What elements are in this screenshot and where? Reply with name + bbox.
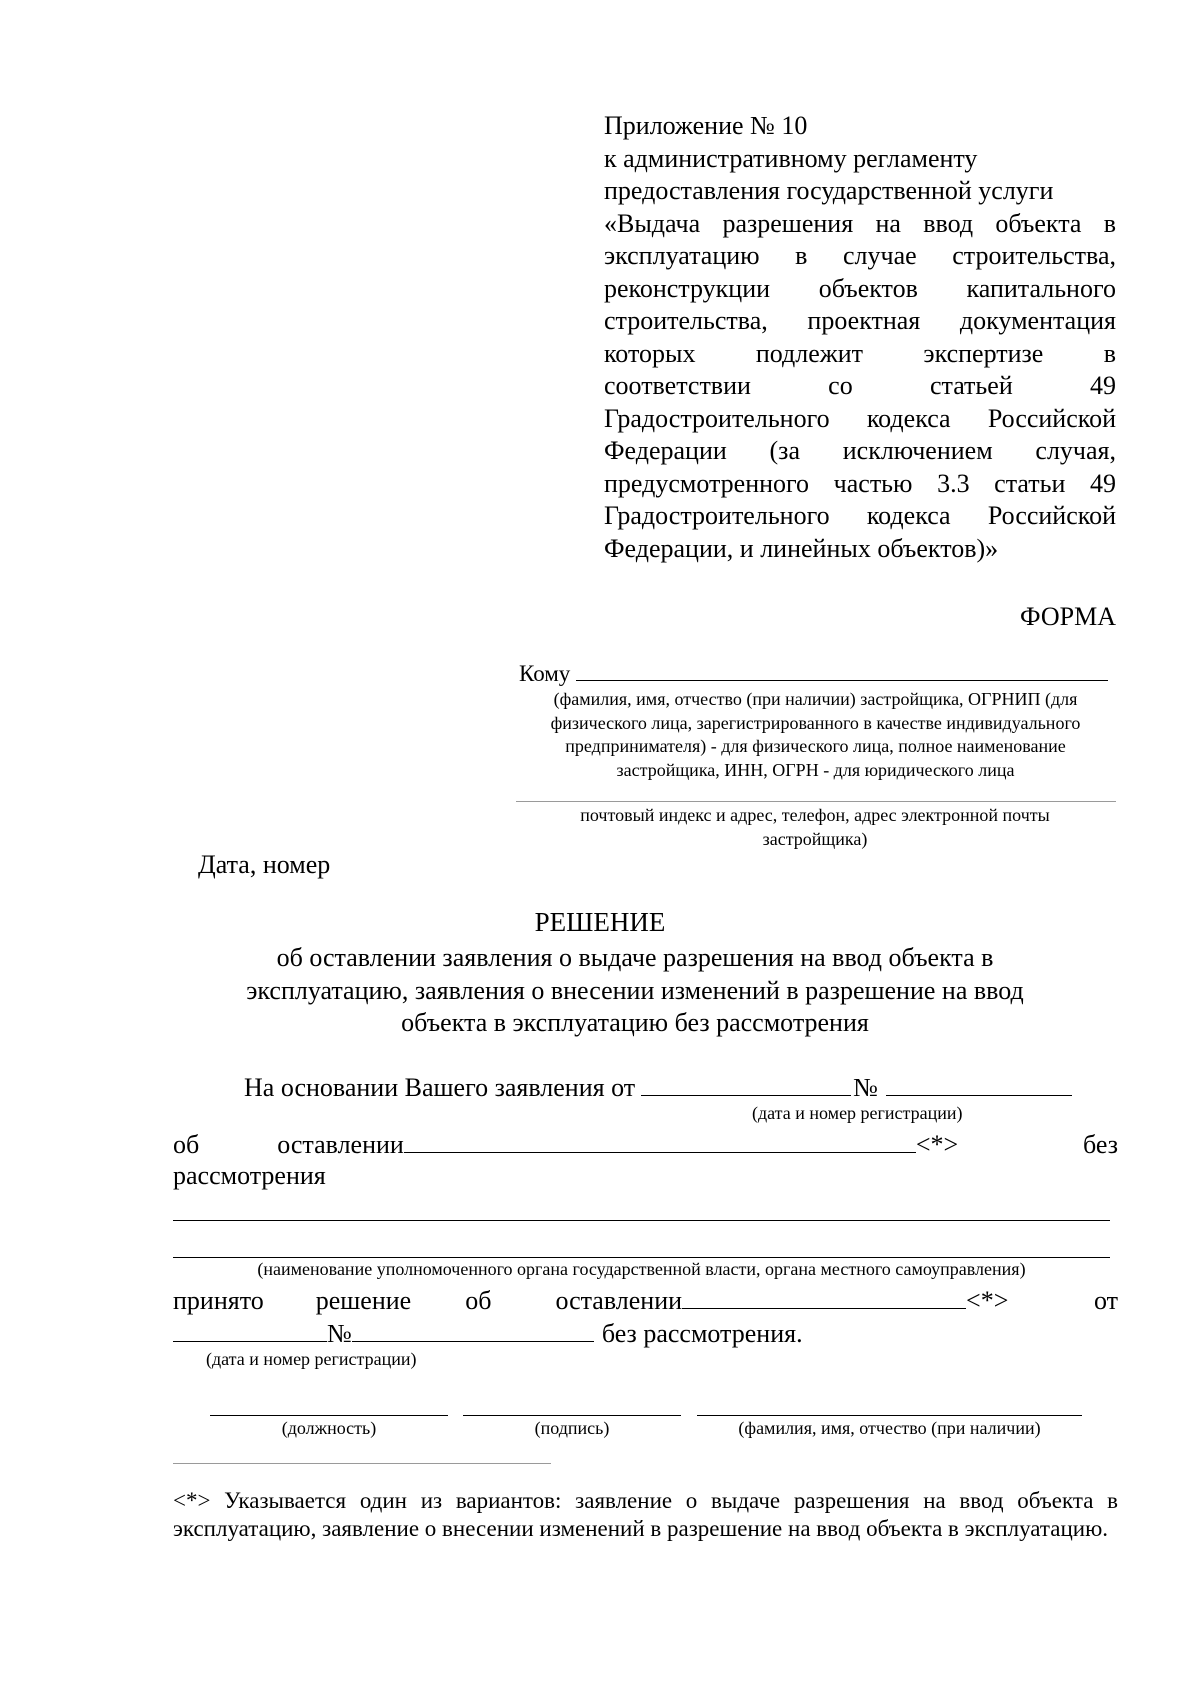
word-leaving: оставлении <box>277 1130 404 1159</box>
appendix-line: Приложение № 10 <box>604 111 808 140</box>
appendix-line: Градостроительного кодекса Российской <box>604 501 1116 530</box>
signature-caption: (подпись) <box>534 1418 610 1438</box>
accepted-line <box>173 1284 1118 1317</box>
word-consideration: рассмотрения <box>173 1161 326 1190</box>
to-label: Кому <box>519 661 571 686</box>
appendix-line: «Выдача разрешения на ввод объекта в <box>604 208 1116 238</box>
authority-field-line[interactable] <box>173 1220 1110 1221</box>
address-caption: почтовый индекс и адрес, телефон, адрес электронной почты застройщика) <box>580 805 1050 849</box>
authority-field-line[interactable] <box>173 1257 1110 1258</box>
appendix-line: соответствии со статьей 49 <box>604 371 1116 400</box>
footnote-separator <box>173 1463 551 1464</box>
appendix-line: Градостроительного кодекса Российской <box>604 403 1116 433</box>
addressee-caption: (фамилия, имя, отчество (при наличии) застройщика, ОГРНИП (для физического лица, зарегистрированного в качестве индивидуального предпринимателя) - для физического лица, полное наименование застройщика, ИНН, ОГРН - для юридического лица <box>550 689 1081 780</box>
document-title: РЕШЕНИЕ <box>534 907 666 937</box>
appendix-line: Федерации, и линейных объектов)» <box>604 533 999 563</box>
appendix-line: эксплуатацию в случае строительства, <box>604 241 1116 270</box>
word-ob: об <box>465 1286 492 1315</box>
asterisk-mark: <*> <box>966 1286 1009 1315</box>
decision-date-caption: (дата и номер регистрации) <box>206 1349 417 1369</box>
application-date-field[interactable] <box>641 1071 851 1096</box>
name-caption: (фамилия, имя, отчество (при наличии) <box>738 1418 1041 1438</box>
decision-number-line <box>173 1317 803 1350</box>
word-accepted: принято <box>173 1286 264 1315</box>
position-field-line[interactable] <box>210 1415 448 1416</box>
word-ob: об <box>173 1130 200 1159</box>
application-number-field[interactable] <box>886 1071 1072 1096</box>
appendix-line: предоставления государственной услуги <box>604 176 1054 205</box>
appendix-line: которых подлежит экспертизе в <box>604 338 1116 368</box>
without-consideration-text: без рассмотрения. <box>601 1319 803 1348</box>
appendix-header <box>604 110 1116 565</box>
number-sign: № <box>327 1319 352 1348</box>
position-caption: (должность) <box>281 1418 377 1438</box>
signature-field-line[interactable] <box>463 1415 681 1416</box>
leave-line <box>173 1128 1118 1161</box>
word-without: без <box>1082 1130 1118 1159</box>
decision-date-field[interactable] <box>173 1317 327 1342</box>
name-field-line[interactable] <box>697 1415 1082 1416</box>
addressee-line <box>519 660 1108 688</box>
asterisk-mark: <*> <box>915 1130 959 1159</box>
word-from: от <box>1093 1286 1118 1315</box>
appendix-line: Федерации (за исключением случая, <box>604 436 1116 465</box>
form-label: ФОРМА <box>1020 602 1116 631</box>
authority-caption: (наименование уполномоченного органа государственной власти, органа местного самоуправления) <box>257 1259 1026 1279</box>
basis-text: На основании Вашего заявления от <box>244 1073 636 1102</box>
address-field-line[interactable] <box>516 801 1116 802</box>
basis-line <box>244 1071 1072 1104</box>
decision-number-field[interactable] <box>352 1317 594 1342</box>
application-date-caption: (дата и номер регистрации) <box>752 1103 963 1123</box>
appendix-line: строительства, проектная документация <box>604 306 1116 335</box>
appendix-line: предусмотренного частью 3.3 статьи 49 <box>604 468 1116 498</box>
decision-type-field[interactable] <box>682 1284 966 1309</box>
addressee-field[interactable] <box>576 660 1108 681</box>
appendix-line: реконструкции объектов капитального <box>604 273 1116 303</box>
document-subtitle: об оставлении заявления о выдаче разрешения на ввод объекта в эксплуатацию, заявления о внесении изменений в разрешение на ввод объекта в эксплуатацию без рассмотрения <box>246 943 1024 1037</box>
application-type-field[interactable] <box>404 1128 916 1153</box>
appendix-line: к административному регламенту <box>604 143 978 173</box>
date-number-label: Дата, номер <box>198 850 331 879</box>
footnote: <*> Указывается один из вариантов: заявление о выдаче разрешения на ввод объекта в эксплуатацию, заявление о внесении изменений в разрешение на ввод объекта в эксплуатацию. <box>173 1488 1118 1541</box>
number-sign: № <box>853 1073 878 1102</box>
word-decision: решение <box>315 1286 412 1315</box>
word-leaving: оставлении <box>555 1286 683 1315</box>
